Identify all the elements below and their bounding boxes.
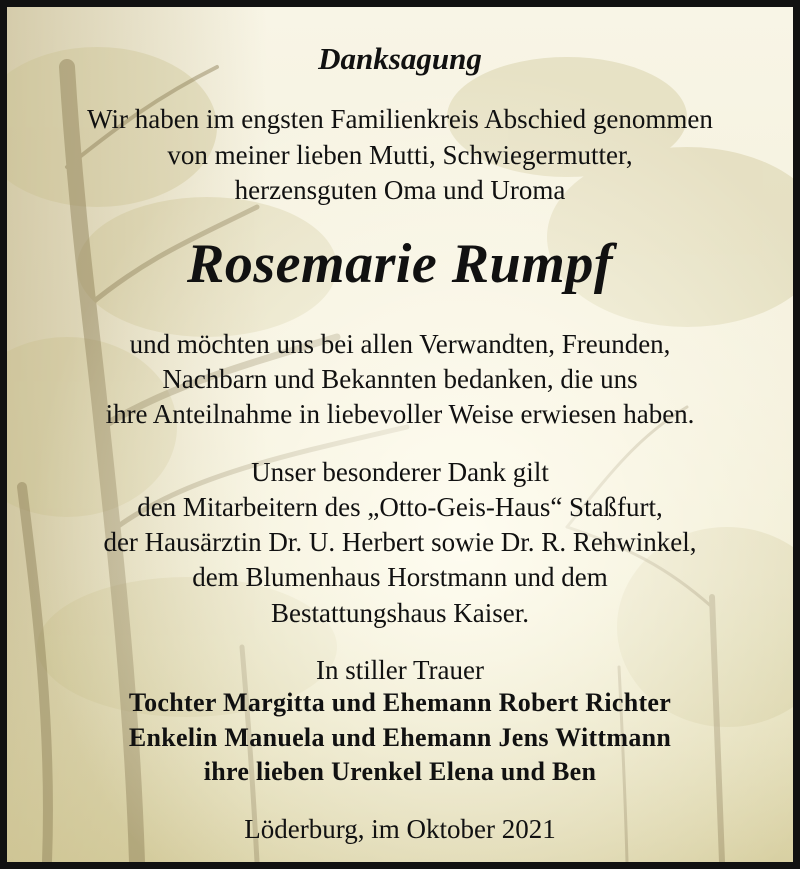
mourner-line: Tochter Margitta und Ehemann Robert Richter — [128, 688, 672, 717]
intro-line: herzensguten Oma und Uroma — [234, 175, 566, 205]
special-thanks-line: Bestattungshaus Kaiser. — [271, 598, 529, 628]
mourner-line: Enkelin Manuela und Ehemann Jens Wittmann — [128, 723, 672, 752]
deceased-name: Rosemarie Rumpf — [187, 233, 613, 295]
special-thanks-line: Unser besonderer Dank gilt — [251, 457, 549, 487]
intro-line: von meiner lieben Mutti, Schwiegermutter, — [167, 140, 633, 170]
mourner-line: ihre lieben Urenkel Elena und Ben — [203, 757, 597, 786]
special-thanks-line: dem Blumenhaus Horstmann und dem — [192, 562, 608, 592]
place-date: Löderburg, im Oktober 2021 — [244, 814, 556, 844]
intro-line: Wir haben im engsten Familienkreis Abschied genommen — [87, 104, 713, 134]
special-thanks-line: der Hausärztin Dr. U. Herbert sowie Dr. R. Rehwinkel, — [103, 527, 697, 557]
special-thanks-line: den Mitarbeitern des „Otto-Geis-Haus“ Staßfurt, — [137, 492, 663, 522]
mourning-intro: In stiller Trauer — [316, 655, 484, 685]
thanks-line: ihre Anteilnahme in liebevoller Weise erwiesen haben. — [105, 399, 695, 429]
notice-content — [7, 7, 793, 862]
thanks-line: Nachbarn und Bekannten bedanken, die uns — [162, 364, 638, 394]
notice-heading: Danksagung — [318, 41, 482, 76]
thanks-line: und möchten uns bei allen Verwandten, Freunden, — [129, 329, 671, 359]
